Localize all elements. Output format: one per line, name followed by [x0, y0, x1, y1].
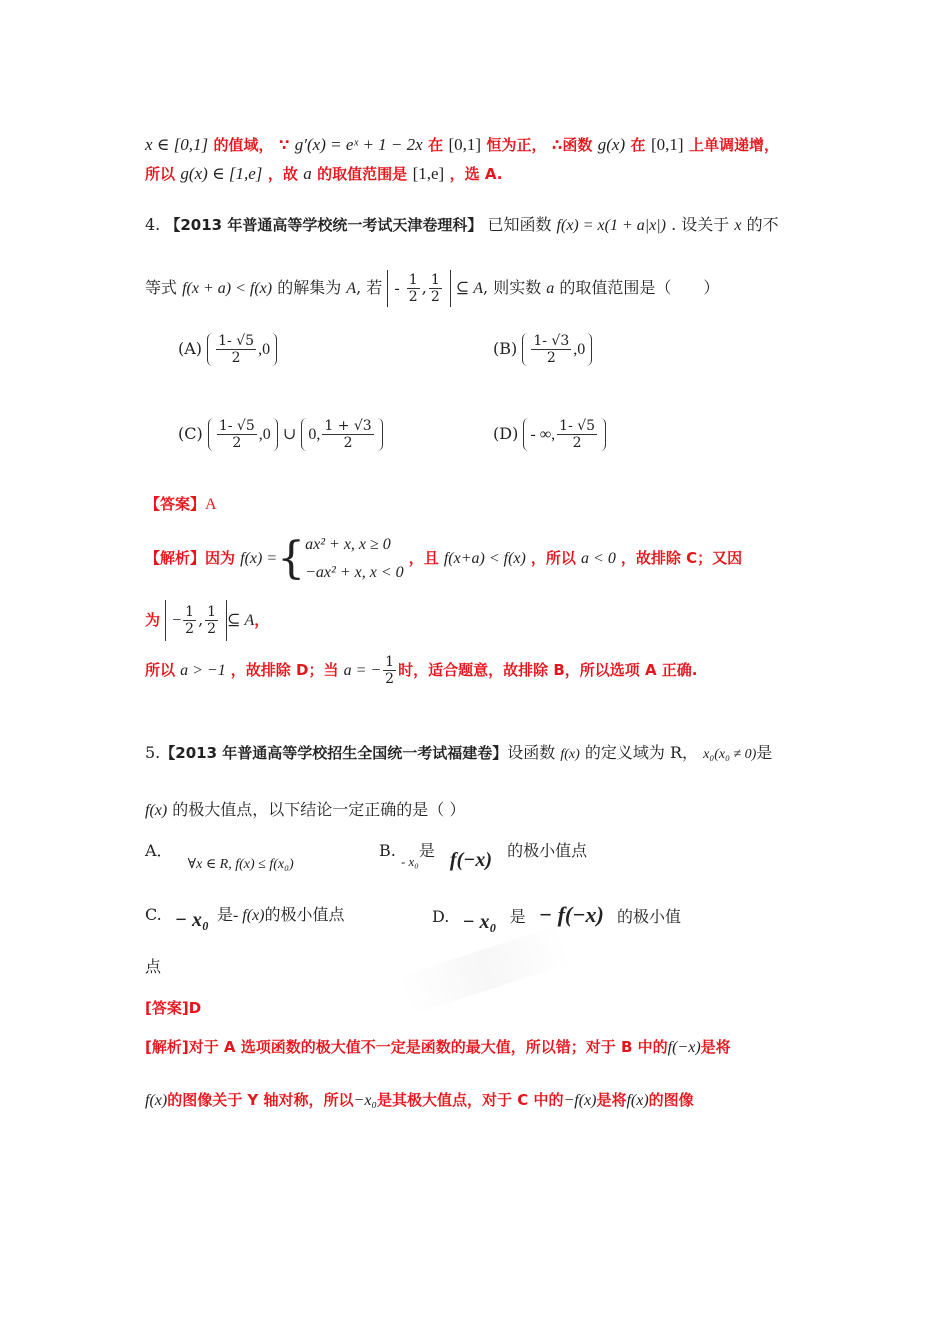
q5-option-c[interactable]: C. − x₀ 是- f(x)的极小值点 — [145, 905, 345, 931]
q4-analysis-line-3: 所以 a > −1 ，故排除 D；当 a = − $\frac{1}{2}$ 时，适合题意，故排除 B，所以选项 A 正确. — [145, 654, 698, 687]
q5-stem-line-1: 5.【2013 年普通高等学校招生全国统一考试福建卷】设函数 f(x) 的定义域为 R， x₀(x₀ ≠ 0)是 — [145, 743, 773, 762]
q4-stem-line-1: 4. 【2013 年普通高等学校统一考试天津卷理科】 已知函数 f(x) = x(1 + a|x|) . 设关于 x 的不 — [145, 215, 779, 234]
q4-analysis-line-1: 【解析】因为 f(x) ={ ax² + x, x ≥ 0 −ax² + x, x < 0 ，且 f(x+a) < f(x) ，所以 a < 0 ，故排除 C；又因 — [145, 528, 742, 588]
q4-option-d[interactable]: (D) - ∞, $\frac{1- √5}{2}$ — [493, 418, 606, 451]
q5-analysis-line-2: f(x)的图像关于 Y 轴对称，所以−x₀是其极大值点，对于 C 中的−f(x)是将f(x)的图像 — [145, 1091, 694, 1109]
q4-interval: - $\frac{1}{2}$ , $\frac{1}{2}$ — [387, 270, 450, 307]
q4-option-c[interactable]: (C) $\frac{1- √5}{2}$ ,0 ∪ 0, $\frac{1 + √3}{2}$ — [178, 418, 383, 451]
q4-option-b[interactable]: (B) $\frac{1- √3}{2}$ ,0 — [493, 333, 592, 366]
q4-stem-line-2: 等式 f(x + a) < f(x) 的解集为 A, 若 - $\frac{1}{2}$ , $\frac{1}{2}$ ⊆ A, 则实数 a 的取值范围是（ ） — [145, 272, 720, 305]
q5-option-b[interactable]: B. $_{- x_0}$是 f(−x) 的极小值点 — [379, 841, 588, 871]
q5-option-a[interactable]: A． ∀x ∈ R, f(x) ≤ f(x₀) — [145, 841, 294, 872]
q4-option-a[interactable]: (A) $\frac{1- √5}{2}$ ,0 — [178, 333, 277, 366]
q4-source: 【2013 年普通高等学校统一考试天津卷理科】 — [165, 216, 483, 234]
q4-answer: 【答案】A — [145, 495, 217, 513]
q5-stem-line-2: f(x) 的极大值点，以下结论一定正确的是（ ） — [145, 800, 466, 819]
faint-watermark — [398, 925, 572, 1016]
prev-solution-line-1: x ∈ [0,1] 的值域， ∵ g′(x) = eˣ + 1 − 2x 在 [0,1] 恒为正， ∴函数 g(x) 在 [0,1] 上单调递增， — [145, 135, 779, 154]
q5-answer: [答案]D — [145, 999, 202, 1017]
q5-source: 【2013 年普通高等学校招生全国统一考试福建卷】 — [160, 744, 508, 762]
q5-option-d[interactable]: D. − x₀ 是 − f(−x) 的极小值 — [432, 902, 681, 933]
q5-analysis-line-1: [解析]对于 A 选项函数的极大值不一定是函数的最大值，所以错；对于 B 中的f(−x)是将 — [145, 1038, 731, 1056]
q5-option-d-wrap: 点 — [145, 957, 162, 976]
prev-solution-line-2: 所以 g(x) ∈ [1,e] ，故 a 的取值范围是 [1,e] ，选 A. — [145, 164, 503, 183]
q4-analysis-line-2: 为 − $\frac{1}{2}$ , $\frac{1}{2}$ ⊆ A， — [145, 600, 269, 641]
q4-piecewise: ax² + x, x ≥ 0 −ax² + x, x < 0 — [305, 535, 404, 581]
